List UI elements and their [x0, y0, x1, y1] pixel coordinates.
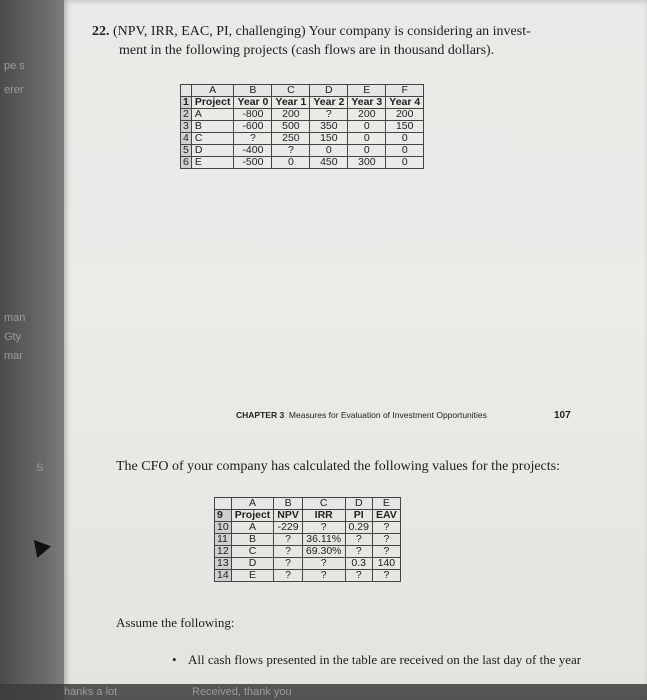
cell: 150 [386, 121, 424, 133]
row-number: 12 [215, 546, 232, 558]
cell: A [231, 522, 274, 534]
cell: -600 [234, 121, 272, 133]
cell: ? [345, 534, 372, 546]
column-letter: B [274, 498, 303, 510]
bullet-text: All cash flows presented in the table are received on the last day of the year [188, 652, 582, 667]
background-text: mar [4, 350, 23, 362]
header-cell: Year 1 [272, 97, 310, 109]
cell: E [191, 157, 234, 169]
header-cell: NPV [274, 510, 303, 522]
cell: 0 [348, 121, 386, 133]
left-background-strip [0, 0, 64, 700]
row-number: 6 [181, 157, 192, 169]
column-letter: F [386, 85, 424, 97]
header-cell: Year 2 [310, 97, 348, 109]
bullet-icon: • [172, 652, 177, 667]
header-cell: IRR [302, 510, 345, 522]
cell: ? [274, 558, 303, 570]
cell: 350 [310, 121, 348, 133]
header-cell: Project [191, 97, 234, 109]
row-number: 11 [215, 534, 232, 546]
table-row [215, 522, 401, 534]
cell: ? [274, 570, 303, 582]
table-row [181, 133, 424, 145]
column-letter-row [215, 498, 401, 510]
table-row [181, 157, 424, 169]
cell: C [191, 133, 234, 145]
cell: C [231, 546, 274, 558]
column-letter: E [348, 85, 386, 97]
cell: 450 [310, 157, 348, 169]
row-number: 13 [215, 558, 232, 570]
row-number: 1 [181, 97, 192, 109]
cell: ? [372, 522, 400, 534]
cell: ? [302, 558, 345, 570]
cell: ? [345, 546, 372, 558]
background-text: man [4, 312, 26, 324]
row-number: 10 [215, 522, 232, 534]
cell: ? [345, 570, 372, 582]
cell: ? [310, 109, 348, 121]
cell: B [191, 121, 234, 133]
problem-line-2: ment in the following projects (cash flows are in thousand dollars). [119, 43, 495, 58]
cell: -229 [274, 522, 303, 534]
chat-message-chip: hanks a lot [64, 686, 118, 698]
mouse-pointer-icon [27, 534, 51, 558]
cell: 0 [348, 145, 386, 157]
column-letter: D [345, 498, 372, 510]
table-header-row [181, 97, 424, 109]
background-text: pe s [4, 60, 25, 72]
textbook-page-photo [64, 0, 647, 700]
column-letter: C [302, 498, 345, 510]
row-number: 14 [215, 570, 232, 582]
column-letter: E [372, 498, 400, 510]
cell: -800 [234, 109, 272, 121]
corner-cell [181, 85, 192, 97]
running-footer [236, 410, 487, 420]
cell: 36.11% [302, 534, 345, 546]
column-letter-row [181, 85, 424, 97]
row-number: 2 [181, 109, 192, 121]
cell: 0 [310, 145, 348, 157]
cell: 0.29 [345, 522, 372, 534]
cell: 0 [386, 133, 424, 145]
cell: ? [274, 546, 303, 558]
cell: -500 [234, 157, 272, 169]
cell: D [231, 558, 274, 570]
header-cell: Year 3 [348, 97, 386, 109]
column-letter: A [231, 498, 274, 510]
cell: ? [302, 522, 345, 534]
cell: 200 [348, 109, 386, 121]
column-letter: D [310, 85, 348, 97]
cell: B [231, 534, 274, 546]
cell: ? [372, 534, 400, 546]
cell: A [191, 109, 234, 121]
cell: 200 [272, 109, 310, 121]
problem-number: 22. [92, 24, 110, 39]
cell: 300 [348, 157, 386, 169]
cell: E [231, 570, 274, 582]
row-number: 9 [215, 510, 232, 522]
table-row [215, 558, 401, 570]
cell: 0.3 [345, 558, 372, 570]
header-cell: Year 0 [234, 97, 272, 109]
cell: 150 [310, 133, 348, 145]
cell: ? [234, 133, 272, 145]
header-cell: Year 4 [386, 97, 424, 109]
cfo-values-table [214, 497, 401, 582]
assumptions-heading: Assume the following: [116, 615, 235, 630]
header-cell: EAV [372, 510, 400, 522]
chapter-title: Measures for Evaluation of Investment Opportunities [288, 410, 487, 420]
row-number: 5 [181, 145, 192, 157]
background-text: S [36, 462, 44, 474]
cell: 500 [272, 121, 310, 133]
cell: -400 [234, 145, 272, 157]
row-number: 3 [181, 121, 192, 133]
table-row [181, 109, 424, 121]
column-letter: A [191, 85, 234, 97]
chat-message-chip: Received, thank you [192, 686, 292, 698]
header-cell: Project [231, 510, 274, 522]
header-cell: PI [345, 510, 372, 522]
cell: 69.30% [302, 546, 345, 558]
cfo-sentence: The CFO of your company has calculated the following values for the projects: [116, 459, 560, 474]
cell: 0 [272, 157, 310, 169]
cell: ? [274, 534, 303, 546]
column-letter: B [234, 85, 272, 97]
cell: 200 [386, 109, 424, 121]
row-number: 4 [181, 133, 192, 145]
table-header-row [215, 510, 401, 522]
cell: 0 [386, 145, 424, 157]
page-number: 107 [554, 410, 571, 421]
cell: ? [372, 570, 400, 582]
cell: 0 [386, 157, 424, 169]
cash-flow-table [180, 84, 424, 169]
table-row [215, 534, 401, 546]
table-row [215, 546, 401, 558]
problem-line-1: (NPV, IRR, EAC, PI, challenging) Your company is considering an invest- [113, 24, 531, 39]
cell: ? [302, 570, 345, 582]
cell: 140 [372, 558, 400, 570]
cell: D [191, 145, 234, 157]
table-row [181, 145, 424, 157]
cell: 250 [272, 133, 310, 145]
table-row [181, 121, 424, 133]
background-text: erer [4, 84, 24, 96]
corner-cell [215, 498, 232, 510]
table-row [215, 570, 401, 582]
problem-statement [92, 22, 612, 60]
column-letter: C [272, 85, 310, 97]
chapter-label: CHAPTER 3 [236, 410, 285, 420]
cell: ? [372, 546, 400, 558]
cell: 0 [348, 133, 386, 145]
background-text: Gty [4, 331, 22, 343]
cell: ? [272, 145, 310, 157]
